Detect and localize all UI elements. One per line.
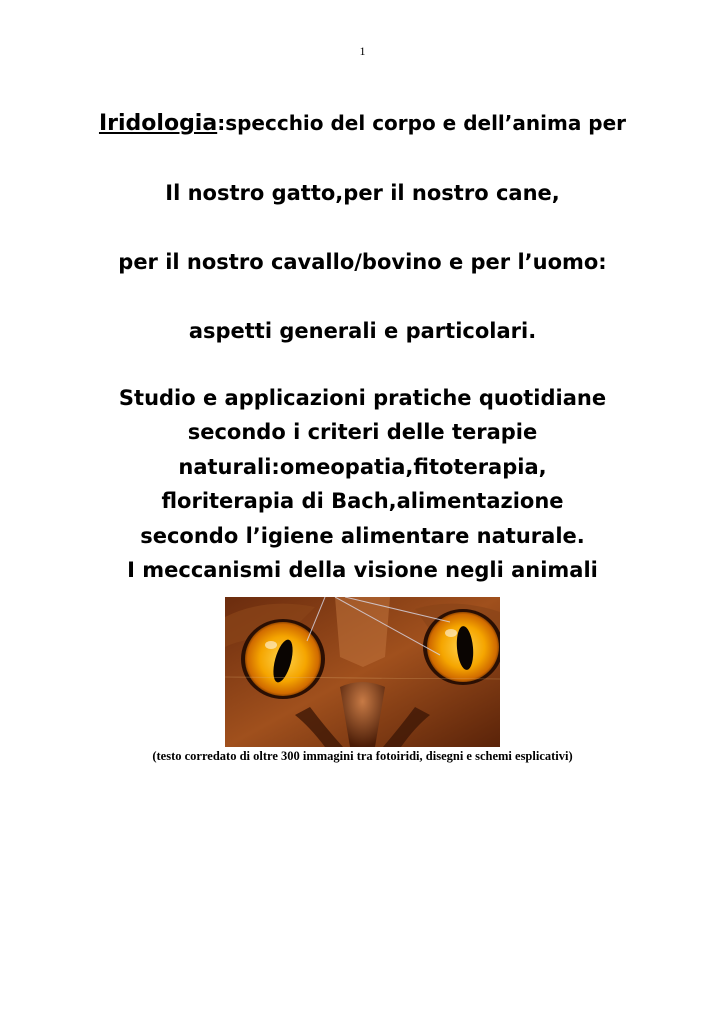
page-number: 1 xyxy=(359,44,366,58)
study-description xyxy=(0,381,725,587)
study-line: floriterapia di Bach,alimentazione xyxy=(161,489,564,514)
study-line: secondo l’igiene alimentare naturale. xyxy=(140,523,585,548)
study-line: secondo i criteri delle terapie xyxy=(187,420,538,445)
study-line: Studio e applicazioni pratiche quotidiane xyxy=(118,386,607,410)
title-line-3: per il nostro cavallo/bovino e per l’uomo: xyxy=(118,250,607,274)
cat-eyes-photo xyxy=(225,597,500,747)
study-line: naturali:omeopatia,fitoterapia, xyxy=(178,454,547,479)
title-line-2: Il nostro gatto,per il nostro cane, xyxy=(165,181,560,205)
title-line-4: aspetti generali e particolari. xyxy=(188,319,537,343)
title-keyword: Iridologia xyxy=(98,111,218,136)
study-line: I meccanismi della visione negli animali xyxy=(127,558,598,583)
image-caption: (testo corredato di oltre 300 immagini tra fotoiridi, disegni e schemi esplicativi) xyxy=(152,749,573,763)
title-rest: :specchio del corpo e dell’anima per xyxy=(217,111,627,135)
document-title xyxy=(0,111,725,136)
